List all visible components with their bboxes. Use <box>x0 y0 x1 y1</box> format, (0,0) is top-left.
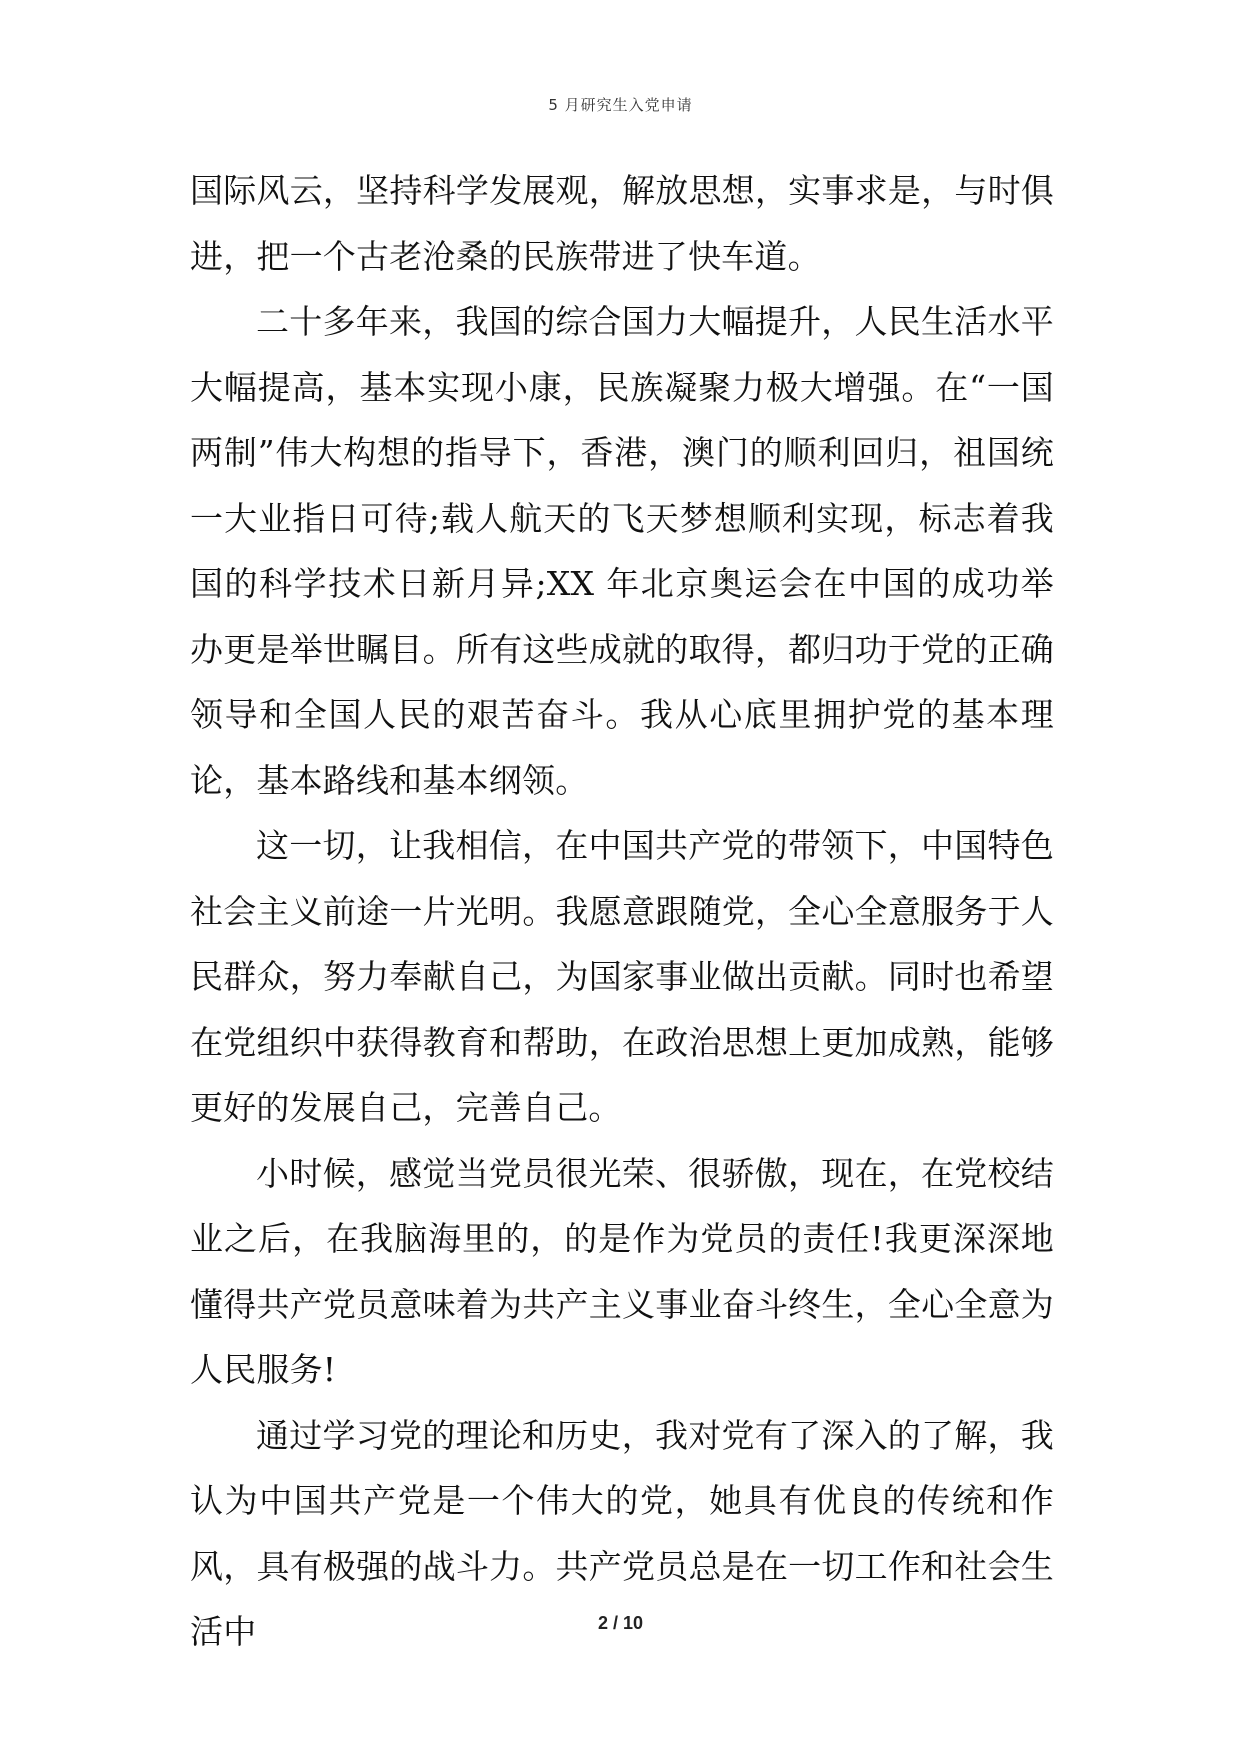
page-header-title: 5 月研究生入党申请 <box>548 96 693 114</box>
paragraph-4: 小时候，感觉当党员很光荣、很骄傲，现在，在党校结业之后，在我脑海里的，的是作为党员的责任!我更深深地懂得共产党员意味着为共产主义事业奋斗终生，全心全意为人民服务! <box>190 1153 1054 1389</box>
page-number: 2 / 10 <box>597 1613 644 1633</box>
paragraph-2: 二十多年来，我国的综合国力大幅提升，人民生活水平大幅提高，基本实现小康，民族凝聚力极大增强。在“一国两制”伟大构想的指导下，香港，澳门的顺利回归，祖国统一大业指日可待;载人航天的飞天梦想顺利实现，标志着我国的科学技术日新月异;XX 年北京奥运会在中国的成功举办更是举世瞩目。所有这些成就的取得，都归功于党的正确领导和全国人民的艰苦奋斗。我从心底里拥护党的基本理论，基本路线和基本纲领。 <box>190 302 1054 800</box>
paragraph-1: 国际风云，坚持科学发展观，解放思想，实事求是，与时俱进，把一个古老沧桑的民族带进了快车道。 <box>190 171 1054 276</box>
paragraph-3: 这一切，让我相信，在中国共产党的带领下，中国特色社会主义前途一片光明。我愿意跟随党，全心全意服务于人民群众，努力奉献自己，为国家事业做出贡献。同时也希望在党组织中获得教育和帮助，在政治思想上更加成熟，能够更好的发展自己，完善自己。 <box>190 826 1054 1127</box>
document-body <box>190 158 1054 1665</box>
paragraph-5: 通过学习党的理论和历史，我对党有了深入的了解，我认为中国共产党是一个伟大的党，她具有优良的传统和作风，具有极强的战斗力。共产党员总是在一切工作和社会生活中 <box>190 1415 1054 1651</box>
